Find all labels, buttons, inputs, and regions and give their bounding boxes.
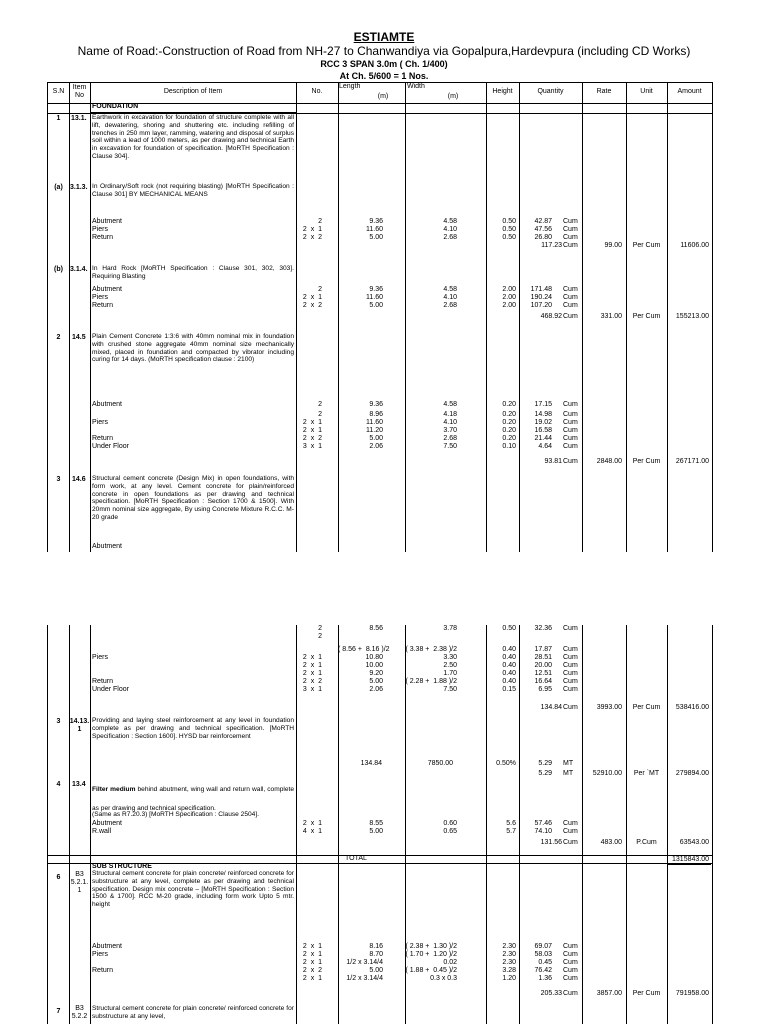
- row-unit: Cum: [563, 828, 578, 835]
- item-4-total-unit: Cum: [563, 839, 578, 846]
- row-label: Abutment: [92, 286, 122, 293]
- item-3b-amount: 279894.00: [675, 770, 709, 777]
- row-label: Return: [92, 435, 114, 442]
- row-count: 2: [318, 218, 322, 225]
- row-height: 0.40: [502, 662, 516, 669]
- row-width: 4.10: [443, 294, 457, 301]
- item-6-total: 205.33: [540, 990, 562, 997]
- item-7-code: B3 5.2.2: [71, 1005, 88, 1020]
- item-2-unit: Per Cum: [632, 458, 661, 465]
- row-quantity: 21.44: [534, 435, 552, 442]
- row-height: 2.30: [502, 959, 516, 966]
- row-length: 11.60: [366, 419, 383, 426]
- row-length: 11.60: [366, 294, 383, 301]
- item-4-total: 131.56: [540, 839, 562, 846]
- row-count: 2 x 1: [302, 654, 322, 661]
- item-6-sn: 6: [56, 874, 61, 881]
- item-6-amount: 791958.00: [675, 990, 709, 997]
- row-quantity: 16.64: [534, 678, 552, 685]
- row-count: 2 x 1: [302, 427, 322, 434]
- item-3b-total-unit: MT: [563, 770, 574, 777]
- item-1a-total: 117.23: [541, 242, 562, 249]
- item-4-unit: P.Cum: [636, 839, 657, 846]
- row-count: 2 x 2: [302, 678, 322, 685]
- row-quantity: 76.42: [534, 967, 552, 974]
- row-width: 7.50: [443, 686, 457, 693]
- total-label: TOTAL: [345, 855, 367, 862]
- row-quantity: 1.36: [538, 975, 552, 982]
- item-2-rate: 2848.00: [596, 458, 622, 465]
- item-3b-description: Providing and laying steel reinforcement at any level in foundation complete as per drawing and technical specification. [MoRTH Specification : Section 1600]. HYSD bar reinforcement: [92, 717, 294, 740]
- row-width: 3.70: [443, 427, 457, 434]
- item-6-code: B3 5.2.1. 1: [70, 871, 89, 894]
- row-length: 5.00: [369, 302, 383, 309]
- item-6-description: Structural cement concrete for plain concrete/ reinforced concrete for substructure at any level, complete as per drawing and technical specification. Design mix concrete – [MoRTH Specification : Section 1500 & 1700]. RCC M-20 grade, including form work Upto 5 mtr. height: [92, 870, 294, 909]
- row-length: 1/2 x 3.14/4: [346, 975, 383, 982]
- row-quantity: 6.95: [538, 686, 552, 693]
- item-4-desc-bold: Filter medium: [92, 786, 136, 793]
- col-unit-header: Unit: [640, 88, 653, 95]
- row-length: 11.20: [366, 427, 383, 434]
- row-length: 9.36: [369, 401, 383, 408]
- row-count: 3 x 1: [302, 686, 322, 693]
- row-width: 0.02: [443, 959, 457, 966]
- row-count: 2 x 1: [302, 959, 322, 966]
- item-6-unit: Per Cum: [632, 990, 661, 997]
- item-3-code: 14.6: [72, 476, 86, 483]
- row-count: 2: [318, 401, 322, 408]
- col-length-unit: (m): [377, 93, 389, 100]
- row-unit: Cum: [563, 234, 578, 241]
- row-unit: Cum: [563, 286, 578, 293]
- row-width: ( 1.70 + 1.20 )/2: [405, 951, 457, 958]
- row-width: 7.50: [443, 443, 457, 450]
- row-quantity: 69.07: [534, 943, 552, 950]
- row-count: 2: [318, 286, 322, 293]
- row-width: 2.68: [443, 302, 457, 309]
- row-unit: Cum: [563, 951, 578, 958]
- row-count: 2 x 2: [302, 435, 322, 442]
- row-height: 0.10: [502, 443, 516, 450]
- row-width: 0.3 x 0.3: [430, 975, 457, 982]
- item-2-code: 14.5: [72, 334, 86, 341]
- item-6-total-unit: Cum: [563, 990, 578, 997]
- row-width: 4.58: [443, 401, 457, 408]
- item-1a-rate: 99.00: [604, 242, 622, 249]
- item-1-sn: 1: [56, 115, 61, 122]
- section-foundation: FOUNDATION: [92, 103, 139, 110]
- row-height: 0.40: [502, 646, 516, 653]
- row-height: 0.40: [502, 678, 516, 685]
- item-3-total: 134.84: [540, 704, 562, 711]
- item-3b-code: 14.13. 1: [69, 718, 90, 733]
- row-width: 0.60: [443, 820, 457, 827]
- item-4-sn: 4: [56, 781, 61, 788]
- item-3b-rate: 52910.00: [592, 770, 622, 777]
- item-4-code: 13.4: [72, 781, 86, 788]
- row-height: 0.50: [502, 234, 516, 241]
- col-width-header: Width: [407, 83, 425, 90]
- row-length: 8.16: [369, 943, 383, 950]
- row-unit: Cum: [563, 975, 578, 982]
- row-quantity: 16.58: [534, 427, 552, 434]
- row-length: 1/2 x 3.14/4: [346, 959, 383, 966]
- row-width: ( 3.38 + 2.38 )/2: [405, 646, 457, 653]
- row-unit: Cum: [563, 820, 578, 827]
- row-quantity: 0.45: [538, 959, 552, 966]
- row-quantity: 26.80: [534, 234, 552, 241]
- row-unit: Cum: [563, 625, 578, 632]
- col-quantity-header: Quantity: [537, 88, 564, 95]
- row-width: 2.68: [443, 234, 457, 241]
- row-quantity: 74.10: [534, 828, 552, 835]
- row-height: 0.40: [502, 654, 516, 661]
- row-unit: Cum: [563, 411, 578, 418]
- row-unit: Cum: [563, 670, 578, 677]
- item-2-total-unit: Cum: [563, 458, 578, 465]
- row-length: 9.36: [369, 286, 383, 293]
- item-3b-unit: Per `MT: [633, 770, 660, 777]
- row-height: 2.00: [502, 294, 516, 301]
- item-1a-description: In Ordinary/Soft rock (not requiring blasting) [MoRTH Specification : Clause 301] BY MECHANICAL MEANS: [92, 183, 294, 198]
- item-3-unit: Per Cum: [632, 704, 661, 711]
- item-1a-amount: 11606.00: [680, 242, 709, 249]
- row-height: 0.50: [502, 625, 516, 632]
- item-1b-amount: 155213.00: [675, 313, 709, 320]
- row-count: 2 x 1: [302, 820, 322, 827]
- row-height: 1.20: [502, 975, 516, 982]
- item-4-desc-rest: behind abutment, wing wall and return wall, complete as per drawing and technical specification.: [92, 786, 295, 812]
- section-sub-structure: SUB STRUCTURE: [92, 863, 152, 870]
- item-1b-unit: Per Cum: [632, 313, 661, 320]
- row-height: 0.20: [502, 411, 516, 418]
- row-label: Abutment: [92, 943, 122, 950]
- item-3-sn: 3: [56, 476, 61, 483]
- row-unit: Cum: [563, 218, 578, 225]
- item-2-sn: 2: [56, 334, 61, 341]
- row-label: Abutment: [92, 820, 122, 827]
- item-7-description: Structural cement concrete for plain concrete/ reinforced concrete for substructure at any level,: [92, 1005, 294, 1020]
- row-unit: Cum: [563, 654, 578, 661]
- document-title: ESTIAMTE: [353, 30, 415, 44]
- row-height: 0.40: [502, 670, 516, 677]
- row-quantity: 32.36: [534, 625, 552, 632]
- item-1b-sn: (b): [54, 266, 63, 273]
- row-count: 2 2: [318, 625, 322, 640]
- row-quantity: 4.64: [538, 443, 552, 450]
- row-width: 4.18: [443, 411, 457, 418]
- item-3b-width: 7850.00: [427, 760, 453, 767]
- row-quantity: 57.46: [534, 820, 552, 827]
- row-count: 4 x 1: [302, 828, 322, 835]
- row-height: 0.20: [502, 419, 516, 426]
- row-quantity: 190.24: [530, 294, 552, 301]
- row-unit: Cum: [563, 686, 578, 693]
- row-length: ( 8.56 + 8.16 )/2: [338, 646, 390, 653]
- row-label: Return: [92, 302, 114, 309]
- item-3b-sn: 3: [56, 718, 61, 725]
- row-unit: Cum: [563, 443, 578, 450]
- row-label: R.wall: [92, 828, 112, 835]
- row-unit: Cum: [563, 435, 578, 442]
- row-quantity: 42.87: [534, 218, 552, 225]
- row-height: 5.6: [506, 820, 516, 827]
- row-unit: Cum: [563, 646, 578, 653]
- item-1b-total: 468.92: [540, 313, 562, 320]
- item-1a-sn: (a): [54, 184, 63, 191]
- item-3-total-unit: Cum: [563, 704, 578, 711]
- col-width-unit: (m): [447, 93, 459, 100]
- row-quantity: 28.51: [534, 654, 552, 661]
- item-3-amount: 538416.00: [675, 704, 709, 711]
- item-1-description: Earthwork in excavation for foundation of structure complete with all lift, dewatering, shoring and shuttering etc. including refilling of trenches in 250 mm layer, ramming, watering and disposal of surplus soil within a lead of 1000 meters, as per drawing and technical Earth in excavation for foundation of specification. [MoRTH Specification : Clause 304].: [92, 114, 294, 160]
- item-1b-description: In Hard Rock [MoRTH Specification : Clause 301, 302, 303]. Requiring Blasting: [92, 265, 294, 280]
- row-quantity: 171.48: [530, 286, 552, 293]
- row-unit: Cum: [563, 967, 578, 974]
- item-2-description: Plain Cement Concrete 1:3:6 with 40mm nominal mix in foundation with crushed stone aggregate 40mm nominal size mechanically mixed, placed in foundation and compacted by vibrator including curing for 14 days. (MoRTH specification clause : 2100): [92, 333, 294, 364]
- row-unit: Cum: [563, 959, 578, 966]
- row-width: ( 1.88 + 0.45 )/2: [405, 967, 457, 974]
- row-length: 8.55: [369, 820, 383, 827]
- row-height: 0.15: [502, 686, 516, 693]
- item-1b-rate: 331.00: [600, 313, 622, 320]
- row-quantity: 17.15: [534, 401, 552, 408]
- item-3-rate: 3993.00: [596, 704, 622, 711]
- row-unit: Cum: [563, 427, 578, 434]
- row-width: 3.78: [443, 625, 457, 632]
- row-label: Piers: [92, 294, 108, 301]
- col-no-header: No.: [311, 88, 323, 95]
- row-label: Piers: [92, 226, 108, 233]
- item-1-code: 13.1.: [71, 115, 87, 122]
- row-label: Abutment: [92, 401, 122, 408]
- row-count: 2 x 1: [302, 662, 322, 669]
- row-count: 2 x 2: [302, 234, 322, 241]
- row-quantity: 58.03: [534, 951, 552, 958]
- row-length: 10.00: [365, 662, 383, 669]
- row-width: 2.50: [443, 662, 457, 669]
- item-4-description-2: (Same as R7.20.3) [MoRTH Specification : Clause 2504].: [92, 811, 259, 818]
- item-3b-qty: 5.29: [538, 760, 552, 767]
- row-height: 5.7: [506, 828, 516, 835]
- row-count: 2 x 1: [302, 951, 322, 958]
- row-height: 0.20: [502, 401, 516, 408]
- row-height: 0.20: [502, 427, 516, 434]
- item-4-rate: 483.00: [600, 839, 622, 846]
- row-length: 11.60: [366, 226, 383, 233]
- row-unit: Cum: [563, 419, 578, 426]
- row-quantity: 12.51: [534, 670, 552, 677]
- col-height-header: Height: [492, 88, 513, 95]
- row-height: 2.00: [502, 286, 516, 293]
- row-label: Under Floor: [92, 443, 129, 450]
- row-unit: Cum: [563, 401, 578, 408]
- item-1b-code: 3.1.4.: [70, 266, 88, 273]
- item-3b-length: 134.84: [360, 760, 382, 767]
- row-label: Abutment: [92, 218, 122, 225]
- item-1a-code: 3.1.3.: [70, 184, 88, 191]
- row-height: 0.50: [502, 218, 516, 225]
- row-unit: Cum: [563, 302, 578, 309]
- total-amount: 1315843.00: [667, 855, 711, 865]
- item-1b-total-unit: Cum: [563, 313, 578, 320]
- row-count: 2 x 1: [302, 975, 322, 982]
- row-width: 4.58: [443, 286, 457, 293]
- row-width: 4.58: [443, 218, 457, 225]
- row-unit: Cum: [563, 943, 578, 950]
- item-3b-height: 0.50%: [496, 760, 516, 767]
- row-count: 3 x 1: [302, 443, 322, 450]
- row-length: 5.00: [369, 967, 383, 974]
- row-unit: Cum: [563, 294, 578, 301]
- item-2-amount: 267171.00: [675, 458, 709, 465]
- row-quantity: 20.00: [534, 662, 552, 669]
- item-3b-qty-unit: MT: [563, 760, 574, 767]
- row-width: 4.10: [443, 419, 457, 426]
- col-length-header: Length: [339, 83, 361, 90]
- row-length: 5.00: [369, 828, 383, 835]
- row-height: 2.00: [502, 302, 516, 309]
- row-height: 2.30: [502, 943, 516, 950]
- col-rate-header: Rate: [596, 88, 612, 95]
- row-label: Piers: [92, 654, 108, 661]
- row-width: 4.10: [443, 226, 457, 233]
- row-length: 5.00: [369, 678, 383, 685]
- item-1a-total-unit: Cum: [563, 242, 578, 249]
- row-height: 3.28: [502, 967, 516, 974]
- row-label: Piers: [92, 951, 108, 958]
- row-count: 2 x 2: [302, 302, 322, 309]
- row-count: 2 x 1: [302, 419, 322, 426]
- row-label: Under Floor: [92, 686, 129, 693]
- row-quantity: 107.20: [530, 302, 552, 309]
- row-height: 2.30: [502, 951, 516, 958]
- road-name: Name of Road:-Construction of Road from NH-27 to Chanwandiya via Gopalpura,Hardevpura (including CD Works): [77, 44, 691, 58]
- row-length: 5.00: [369, 435, 383, 442]
- item-3-description: Structural cement concrete (Design Mix) in open foundations, with form work, at any level. Cement concrete for plain/reinforced concrete in open foundations as per drawing and technical specification. [MoRTH Specification : Section 1700 & 1500]. With 20mm nominal size aggregate, By using Concrete Mixture R.C.C. M-20 grade: [92, 475, 294, 521]
- row-length: 2.06: [369, 443, 383, 450]
- col-sn-header: S.N: [52, 88, 65, 95]
- row-quantity: 14.98: [534, 411, 552, 418]
- row-length: 8.56: [369, 625, 383, 632]
- row-length: 9.20: [369, 670, 383, 677]
- row-quantity: 47.56: [534, 226, 552, 233]
- row-width: 0.65: [443, 828, 457, 835]
- row-unit: Cum: [563, 678, 578, 685]
- row-count: 2 x 1: [302, 226, 322, 233]
- row-quantity: 19.02: [534, 419, 552, 426]
- row-quantity: 17.87: [534, 646, 552, 653]
- row-width: ( 2.28 + 1.88 )/2: [405, 678, 457, 685]
- row-width: 2.68: [443, 435, 457, 442]
- row-count: 2: [318, 411, 322, 418]
- col-amount-header: Amount: [677, 88, 702, 95]
- row-width: ( 2.38 + 1.30 )/2: [405, 943, 457, 950]
- row-unit: Cum: [563, 662, 578, 669]
- row-height: 0.20: [502, 435, 516, 442]
- item-7-sn: 7: [56, 1008, 61, 1015]
- item-3-abutment-label: Abutment: [92, 543, 122, 550]
- row-unit: Cum: [563, 226, 578, 233]
- row-label: Return: [92, 234, 114, 241]
- item-1a-unit: Per Cum: [632, 242, 661, 249]
- row-length: 8.96: [369, 411, 383, 418]
- row-count: 2 x 1: [302, 943, 322, 950]
- row-height: 0.50: [502, 226, 516, 233]
- row-count: 2 x 1: [302, 670, 322, 677]
- row-width: 3.30: [443, 654, 457, 661]
- row-length: 9.36: [369, 218, 383, 225]
- row-length: 2.06: [369, 686, 383, 693]
- estimate-table-page-2: [47, 625, 713, 1024]
- item-3b-total: 5.29: [538, 770, 552, 777]
- item-4-amount: 63543.00: [679, 839, 709, 846]
- span-subtitle: RCC 3 SPAN 3.0m ( Ch. 1/400): [320, 59, 448, 69]
- row-length: 10.80: [365, 654, 383, 661]
- item-2-total: 93.81: [544, 458, 562, 465]
- row-width: 1.70: [443, 670, 457, 677]
- row-length: 8.70: [369, 951, 383, 958]
- row-label: Return: [92, 678, 114, 685]
- row-label: Piers: [92, 419, 108, 426]
- chainage-subtitle: At Ch. 5/600 = 1 Nos.: [339, 71, 429, 81]
- row-length: 5.00: [369, 234, 383, 241]
- row-count: 2 x 1: [302, 294, 322, 301]
- item-6-rate: 3857.00: [596, 990, 622, 997]
- row-label: Return: [92, 967, 114, 974]
- col-desc-header: Description of Item: [163, 88, 223, 95]
- estimate-table-page-1: [47, 82, 713, 552]
- row-count: 2 x 2: [302, 967, 322, 974]
- col-item-header: Item No: [72, 84, 87, 99]
